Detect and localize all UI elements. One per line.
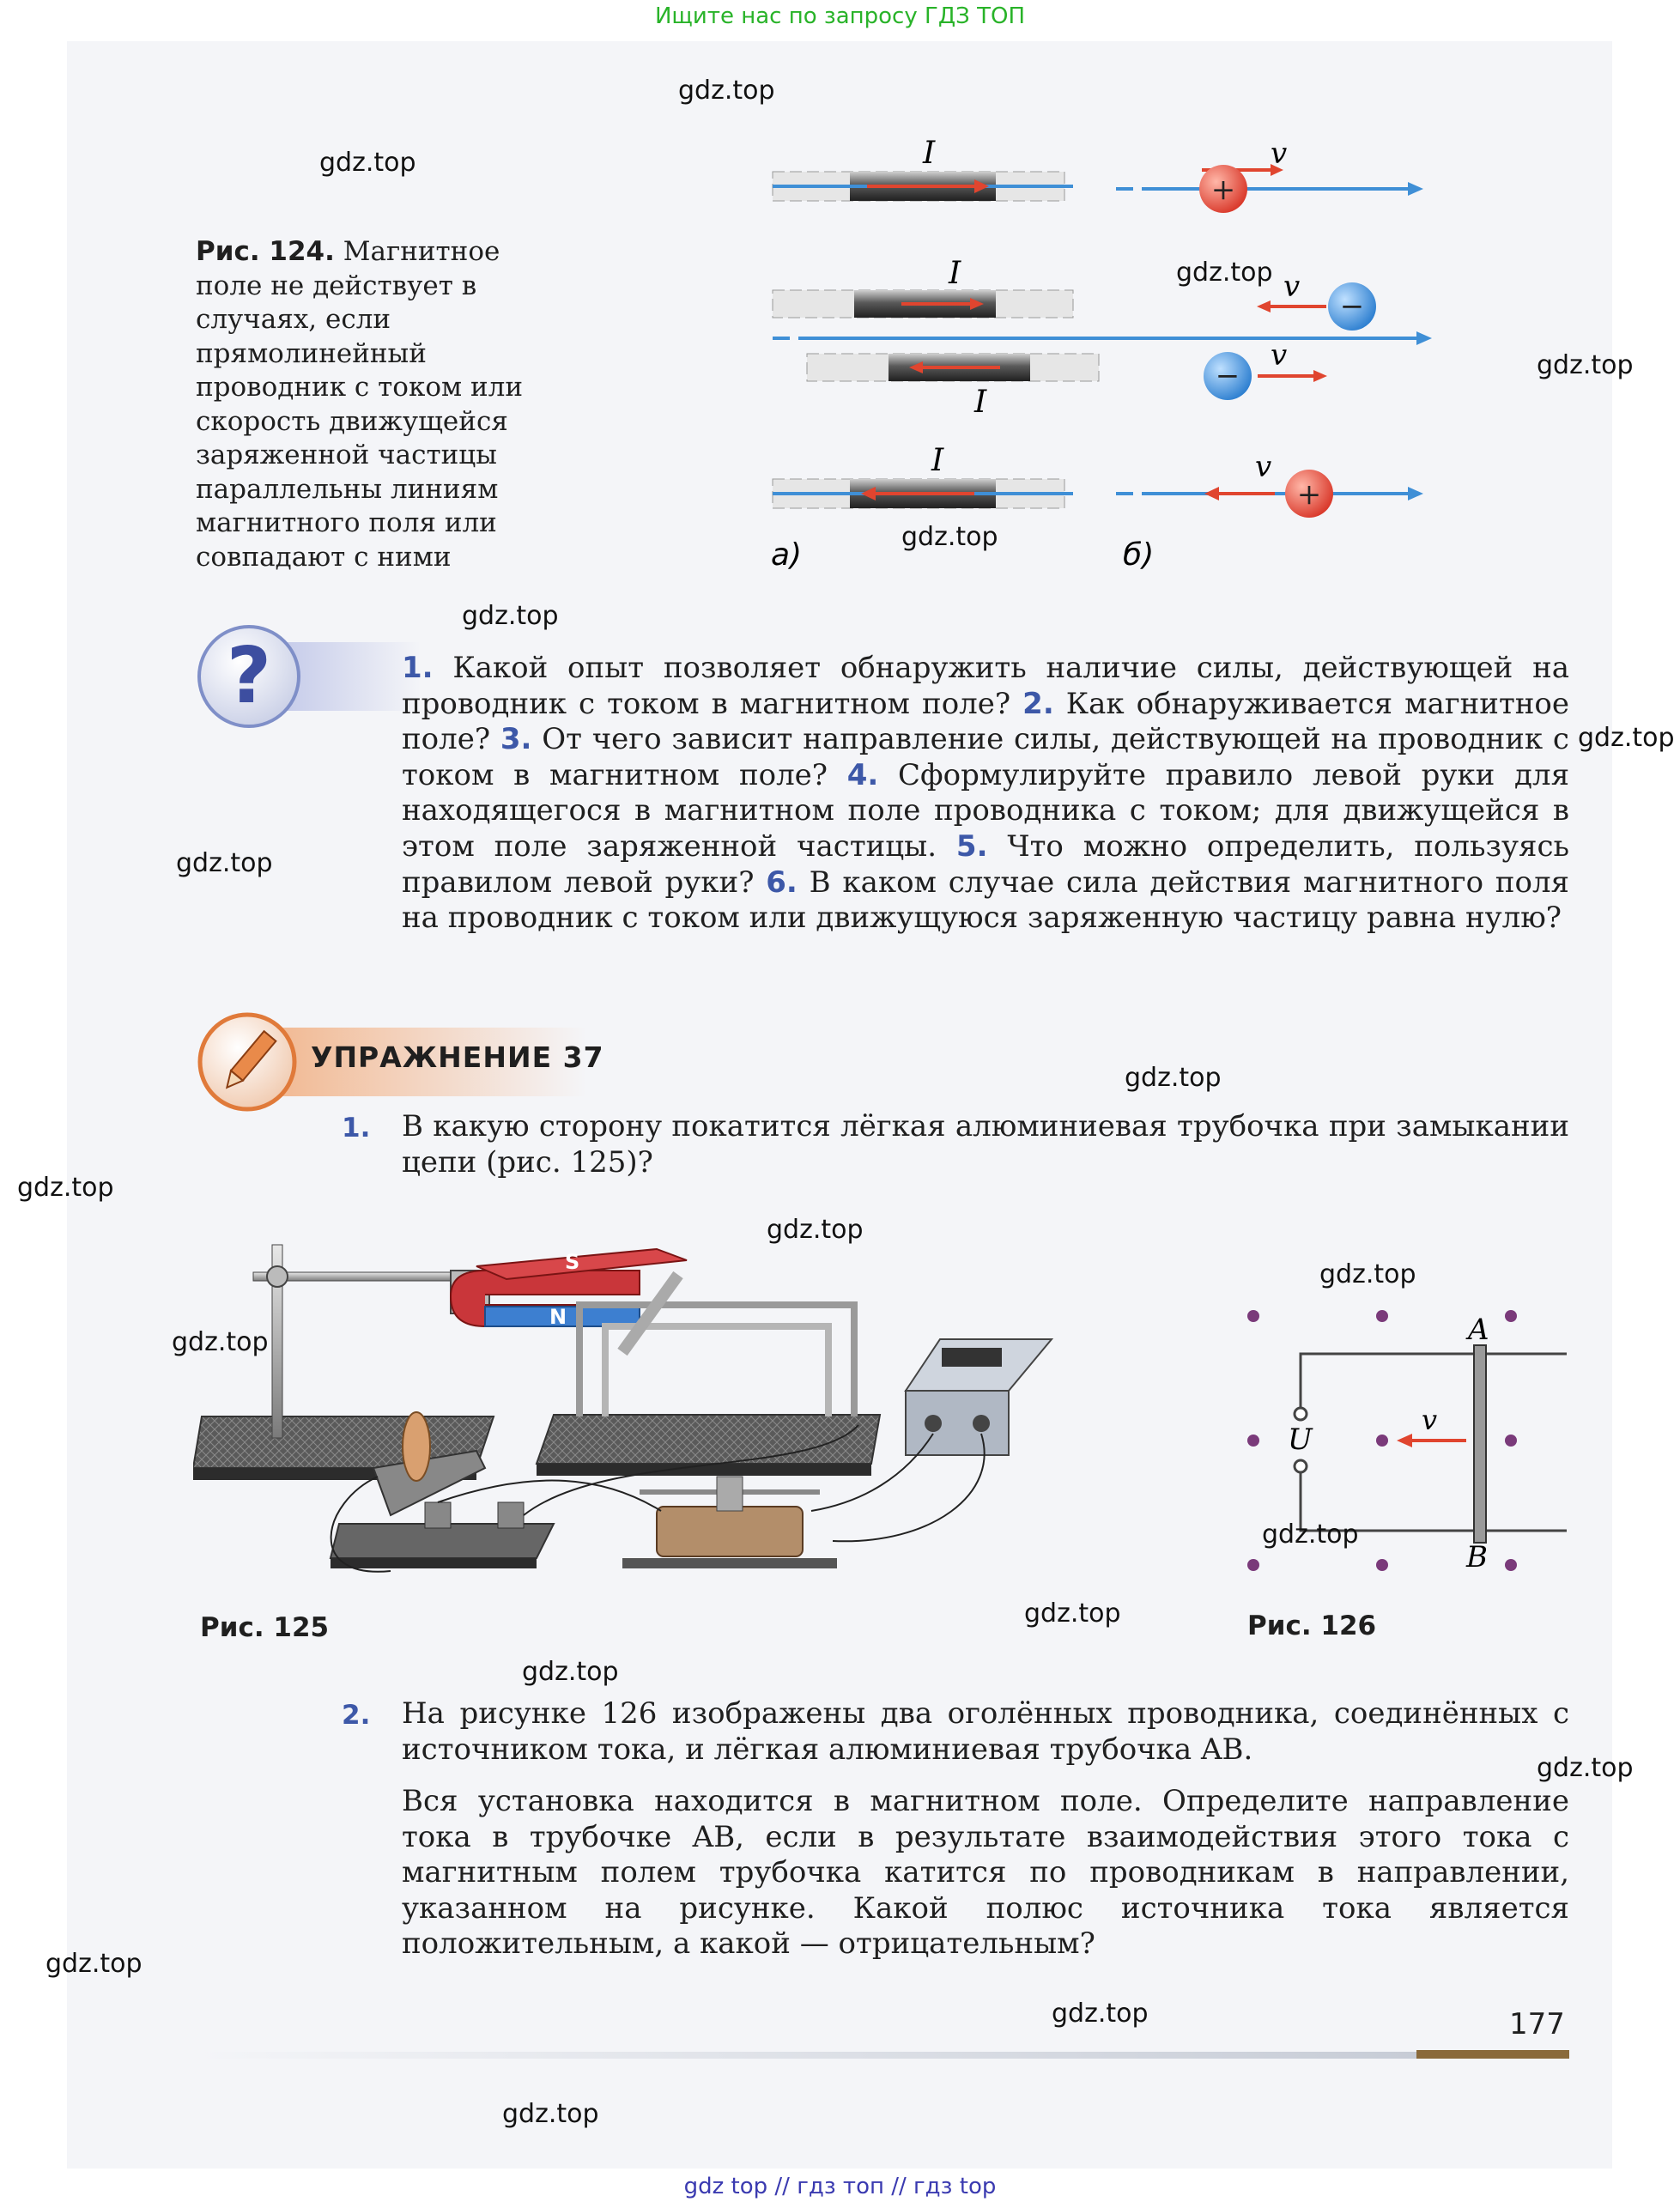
watermark: gdz.top bbox=[1578, 723, 1675, 753]
task1-number: 1. bbox=[342, 1113, 371, 1143]
fig124-caption bbox=[196, 235, 573, 574]
watermark: gdz.top bbox=[45, 1949, 143, 1979]
watermark: gdz.top bbox=[1537, 1753, 1634, 1783]
fig126-label: Рис. 126 bbox=[1247, 1611, 1377, 1641]
row1-particle bbox=[1116, 136, 1423, 213]
watermark: gdz.top bbox=[1052, 1999, 1149, 2029]
row1-conductor bbox=[773, 136, 1073, 201]
q5-text: Что можно определить, пользуясь правилом левой руки? bbox=[402, 828, 1570, 900]
row3-conductor bbox=[773, 443, 1073, 508]
footer-rule-accent bbox=[1416, 2050, 1569, 2059]
row2-current-bottom-label: I bbox=[974, 385, 987, 420]
fig126-u-label: U bbox=[1288, 1422, 1313, 1457]
watermark: gdz.top bbox=[176, 848, 273, 878]
row2-minus-top: − bbox=[1339, 289, 1365, 324]
watermark: gdz.top bbox=[1176, 258, 1273, 288]
q2-number: 2. bbox=[1022, 686, 1054, 721]
bottom-banner[interactable]: gdz top // гдз топ // гдз top bbox=[683, 2174, 997, 2199]
watermark: gdz.top bbox=[319, 148, 416, 178]
watermark: gdz.top bbox=[172, 1327, 269, 1357]
watermark: gdz.top bbox=[1319, 1259, 1416, 1289]
task2-text: На рисунке 126 изображены два оголённых проводника, соединённых с источником тока, и лёгкая алюминиевая трубочка AB. bbox=[402, 1696, 1569, 1767]
q6-number: 6. bbox=[766, 864, 798, 900]
watermark: gdz.top bbox=[522, 1657, 619, 1687]
fig126-diagram bbox=[1236, 1292, 1580, 1601]
q3-text: От чего зависит направление силы, действующей на проводник с током в магнитном поле? bbox=[402, 722, 1569, 792]
task1-text: В какую сторону покатится лёгкая алюминиевая трубочка при замыкании цепи (рис. 125)? bbox=[402, 1109, 1569, 1180]
q1-number: 1. bbox=[402, 651, 434, 685]
q1-text: Какой опыт позволяет обнаружить наличие силы, действующей на проводник с током в магнитном поле? bbox=[402, 651, 1570, 721]
row1-current-label: I bbox=[923, 136, 936, 171]
row1-velocity-label: v bbox=[1271, 136, 1288, 171]
row2-current-top-label: I bbox=[949, 256, 961, 291]
row2-conductors bbox=[773, 256, 1432, 420]
task2-number: 2. bbox=[342, 1700, 371, 1731]
part-b-label: б) bbox=[1123, 537, 1155, 573]
row2-particles bbox=[1204, 270, 1376, 400]
q6-text: В каком случае сила действия магнитного поля на проводник с током или движущуюся заряженную частицу равна нулю? bbox=[402, 864, 1569, 936]
review-questions bbox=[402, 651, 1569, 937]
fig125-label: Рис. 125 bbox=[200, 1612, 330, 1643]
magnet-s-label: S bbox=[565, 1250, 580, 1274]
fig126-v-label: v bbox=[1422, 1404, 1438, 1436]
fig125-apparatus bbox=[193, 1219, 1095, 1597]
q5-number: 5. bbox=[955, 828, 988, 864]
watermark: gdz.top bbox=[678, 76, 775, 106]
row3-plus: + bbox=[1296, 477, 1322, 512]
fig126-b-label: B bbox=[1466, 1540, 1488, 1574]
q3-number: 3. bbox=[500, 722, 532, 757]
fig124-text: Магнитное поле не действует в случаях, если прямолинейный проводник с током или скорость движущейся заряженной частицы параллельны линиям магнитного поля или совпадают с ними bbox=[196, 236, 523, 573]
watermark: gdz.top bbox=[1125, 1063, 1222, 1093]
row3-particle bbox=[1116, 450, 1423, 518]
watermark: gdz.top bbox=[767, 1215, 864, 1245]
q4-number: 4. bbox=[846, 757, 879, 792]
watermark: gdz.top bbox=[1537, 350, 1634, 380]
svg-text:?: ? bbox=[226, 631, 272, 721]
task2-text2: Вся установка находится в магнитном поле. Определите направление тока в трубочке AB, если в результате взаимодействия этого тока с магнитным полем трубочка катится по проводникам в направлении, указанном на рисунке. Какой полюс источника тока является положительным, а какой — отрицательным? bbox=[402, 1784, 1569, 1962]
fig124-diagram bbox=[755, 129, 1528, 575]
q2-text: Как обнаруживается магнитное поле? bbox=[402, 686, 1570, 757]
exercise-title: УПРАЖНЕНИЕ 37 bbox=[311, 1040, 604, 1074]
fig124-label: Рис. 124. bbox=[196, 236, 335, 267]
watermark: gdz.top bbox=[1262, 1520, 1359, 1550]
page-number: 177 bbox=[1509, 2007, 1565, 2041]
row2-velocity-top-label: v bbox=[1283, 270, 1301, 304]
magnet-n-label: N bbox=[549, 1305, 567, 1329]
fig126-a-label: A bbox=[1468, 1313, 1489, 1347]
watermark: gdz.top bbox=[462, 601, 559, 631]
watermark: gdz.top bbox=[1024, 1598, 1121, 1629]
watermark: gdz.top bbox=[901, 522, 998, 552]
question-icon bbox=[193, 618, 425, 738]
watermark: gdz.top bbox=[502, 2099, 599, 2129]
row2-velocity-bottom-label: v bbox=[1271, 338, 1288, 373]
row3-current-label: I bbox=[931, 443, 944, 478]
row2-minus-bottom: − bbox=[1215, 359, 1240, 393]
top-banner[interactable]: Ищите нас по запросу ГДЗ ТОП bbox=[654, 3, 1026, 29]
part-a-label: а) bbox=[771, 537, 803, 573]
row1-plus: + bbox=[1210, 173, 1236, 207]
footer-rule bbox=[197, 2052, 1416, 2059]
q4-text: Сформулируйте правило левой руки для находящегося в магнитном поле проводника с током; для движущейся в этом поле заряженной частицы. bbox=[402, 757, 1570, 864]
watermark: gdz.top bbox=[17, 1173, 114, 1203]
row3-velocity-label: v bbox=[1255, 450, 1272, 484]
